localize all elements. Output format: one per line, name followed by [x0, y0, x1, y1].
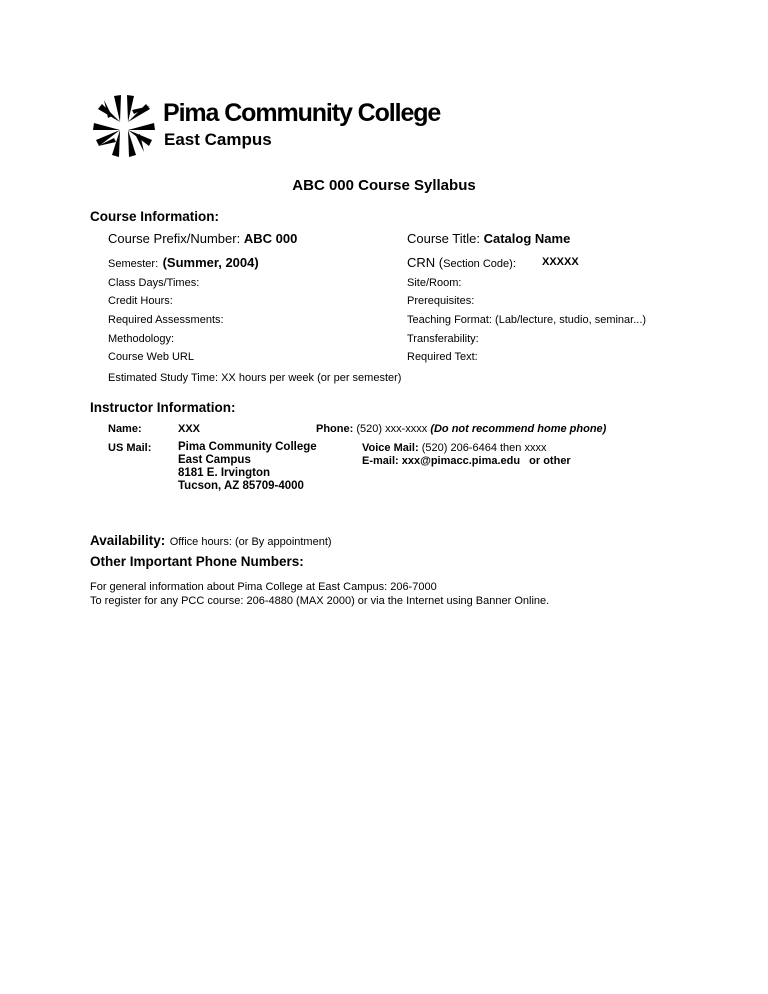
- methodology-label: Methodology:: [108, 333, 175, 345]
- pima-sunburst-logo-icon: [92, 94, 156, 158]
- instructor-information-heading: Instructor Information:: [90, 400, 236, 415]
- voicemail-label: Voice Mail:: [362, 442, 419, 454]
- phone-note: (Do not recommend home phone): [430, 423, 607, 435]
- voicemail-value: (520) 206-6464 then xxxx: [421, 442, 547, 454]
- teaching-format-label: Teaching Format: (Lab/lecture, studio, seminar...): [407, 314, 647, 326]
- email-value: xxx@pimacc.pima.edu: [401, 455, 521, 467]
- college-name: Pima Community College: [163, 99, 441, 127]
- class-days-label: Class Days/Times:: [108, 277, 200, 289]
- crn-label-sub: Section Code):: [443, 258, 516, 270]
- crn-row: [407, 254, 516, 272]
- crn-value: XXXXX: [542, 256, 579, 268]
- phone-row: [316, 423, 606, 435]
- course-prefix-value: ABC 000: [243, 231, 298, 246]
- general-info-line: For general information about Pima College at East Campus: 206-7000: [90, 581, 437, 593]
- course-web-url-label: Course Web URL: [108, 351, 194, 363]
- address-line: Tucson, AZ 85709-4000: [178, 480, 304, 492]
- semester-value: (Summer, 2004): [162, 255, 259, 270]
- site-room-label: Site/Room:: [407, 277, 462, 289]
- phone-label: Phone:: [316, 423, 354, 435]
- course-information-heading: Course Information:: [90, 209, 220, 224]
- credit-hours-label: Credit Hours:: [108, 295, 173, 307]
- email-alt: or other: [529, 455, 571, 467]
- course-prefix-row: [108, 231, 297, 246]
- voicemail-row: [362, 442, 546, 454]
- us-mail-address: [178, 441, 317, 493]
- course-title-value: Catalog Name: [483, 231, 571, 246]
- required-assessments-label: Required Assessments:: [108, 314, 224, 326]
- name-value: XXX: [178, 423, 201, 435]
- email-label: E-mail:: [362, 455, 399, 467]
- document-title: ABC 000 Course Syllabus: [292, 177, 476, 194]
- prerequisites-label: Prerequisites:: [407, 295, 475, 307]
- availability-value: Office hours: (or By appointment): [169, 536, 332, 548]
- us-mail-label: US Mail:: [108, 442, 152, 454]
- address-line: Pima Community College: [178, 441, 317, 453]
- availability-row: [90, 532, 332, 550]
- course-title-row: [407, 231, 570, 246]
- course-title-label: Course Title:: [407, 231, 480, 246]
- address-line: 8181 E. Irvington: [178, 467, 271, 479]
- required-text-label: Required Text:: [407, 351, 478, 363]
- semester-label: Semester:: [108, 258, 159, 270]
- email-row: [362, 455, 571, 467]
- name-label: Name:: [108, 423, 142, 435]
- transferability-label: Transferability:: [407, 333, 479, 345]
- phone-numbers-heading: Other Important Phone Numbers:: [90, 554, 304, 569]
- course-prefix-label: Course Prefix/Number:: [108, 231, 241, 246]
- crn-label-main: CRN (: [407, 255, 444, 270]
- campus-name: East Campus: [164, 130, 272, 149]
- register-line: To register for any PCC course: 206-4880 (MAX 2000) or via the Internet using Banner Online.: [90, 595, 550, 607]
- phone-value: (520) xxx-xxxx: [356, 423, 428, 435]
- study-time-label: Estimated Study Time: XX hours per week (or per semester): [108, 372, 402, 384]
- availability-label: Availability:: [90, 533, 166, 548]
- address-line: East Campus: [178, 454, 251, 466]
- semester-row: [108, 254, 259, 272]
